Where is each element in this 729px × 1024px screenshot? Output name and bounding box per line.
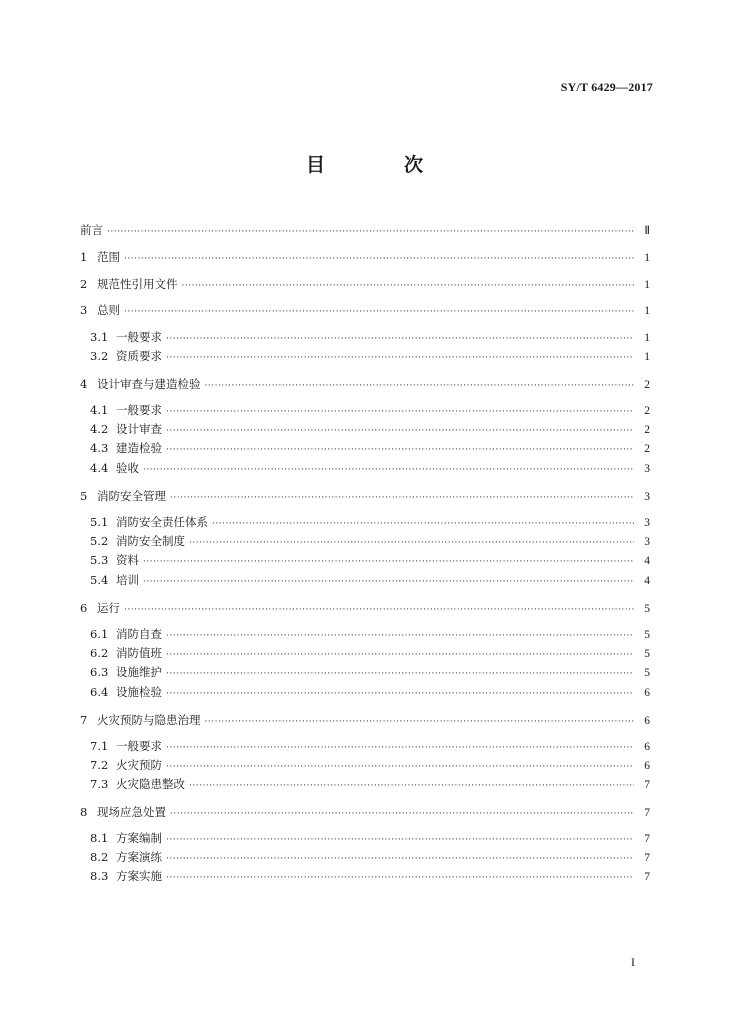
toc-entry-number: 8.3 xyxy=(90,869,109,883)
toc-entry-number: 5 xyxy=(80,489,88,503)
dot-leader xyxy=(166,684,634,704)
dot-leader xyxy=(205,376,635,396)
toc-entry-number: 4 xyxy=(80,377,88,391)
toc-entry-page: 3 xyxy=(644,517,650,529)
toc-title: 目 次 xyxy=(305,154,453,176)
toc-entry[interactable] xyxy=(80,374,650,394)
dot-leader xyxy=(124,302,634,322)
toc-entry-page: 7 xyxy=(644,779,650,791)
toc-entry-label: 一般要求 xyxy=(116,330,162,344)
dot-leader xyxy=(205,712,635,732)
toc-entry[interactable] xyxy=(80,802,650,822)
toc-entry-page: 7 xyxy=(644,852,650,864)
toc-entry-page: 3 xyxy=(644,463,650,475)
toc-entry[interactable] xyxy=(90,438,650,458)
toc-entry-label: 验收 xyxy=(116,461,139,475)
toc-entry-label: 资料 xyxy=(116,553,139,567)
toc-entry[interactable] xyxy=(90,828,650,848)
toc-entry[interactable] xyxy=(90,736,650,756)
toc-entry-number: 6 xyxy=(80,601,88,615)
toc-entry-label: 现场应急处置 xyxy=(97,805,166,819)
toc-entry-page: 5 xyxy=(644,667,650,679)
dot-leader xyxy=(143,460,634,480)
toc-entry-page: 1 xyxy=(644,305,650,317)
toc-entry-number: 5.2 xyxy=(90,534,109,548)
toc-entry-number: 2 xyxy=(80,277,88,291)
toc-entry-label: 一般要求 xyxy=(116,403,162,417)
toc-entry[interactable] xyxy=(90,531,650,551)
toc-entry[interactable] xyxy=(90,458,650,478)
toc-entry[interactable] xyxy=(90,866,650,886)
toc-entry[interactable] xyxy=(90,346,650,366)
toc-entry-label: 设施检验 xyxy=(116,685,162,699)
toc-entry[interactable] xyxy=(90,774,650,794)
dot-leader xyxy=(166,440,634,460)
toc-entry-number: 6.1 xyxy=(90,627,109,641)
toc-entry-label: 建造检验 xyxy=(116,441,162,455)
standard-code: SY/T 6429—2017 xyxy=(560,80,653,94)
toc-entry-number: 3.2 xyxy=(90,349,109,363)
toc-entry-label: 方案实施 xyxy=(116,869,162,883)
toc-entry[interactable] xyxy=(80,300,650,320)
dot-leader xyxy=(124,600,634,620)
toc-entry-page: 2 xyxy=(644,443,650,455)
dot-leader xyxy=(143,552,634,572)
toc-entry-label: 总则 xyxy=(97,303,120,317)
toc-entry-number: 6.3 xyxy=(90,665,109,679)
dot-leader xyxy=(182,276,635,296)
dot-leader xyxy=(143,572,634,592)
toc-entry-number: 4.3 xyxy=(90,441,109,455)
toc-entry-number: 3 xyxy=(80,303,88,317)
toc-entry-label: 范围 xyxy=(97,250,120,264)
toc-entry[interactable] xyxy=(90,847,650,867)
toc-entry-label: 设施维护 xyxy=(116,665,162,679)
toc-entry-page: 5 xyxy=(644,603,650,615)
toc-entry-number: 4.4 xyxy=(90,461,109,475)
toc-entry-label: 培训 xyxy=(116,573,139,587)
toc-entry-page: 1 xyxy=(644,279,650,291)
toc-entry-page: 5 xyxy=(644,629,650,641)
toc-entry-label: 消防自查 xyxy=(116,627,162,641)
toc-entry-label: 资质要求 xyxy=(116,349,162,363)
toc-entry-number: 4.1 xyxy=(90,403,109,417)
toc-entry-number: 8 xyxy=(80,805,88,819)
toc-entry-page: 7 xyxy=(644,871,650,883)
toc-entry-number: 5.3 xyxy=(90,553,109,567)
toc-entry-number: 6.4 xyxy=(90,685,109,699)
toc-entry-number: 6.2 xyxy=(90,646,109,660)
toc-entry[interactable] xyxy=(90,570,650,590)
toc-entry-page: 1 xyxy=(644,252,650,264)
toc-entry-label: 火灾隐患整改 xyxy=(116,777,185,791)
toc-entry[interactable] xyxy=(90,624,650,644)
toc-entry-page: 4 xyxy=(644,555,650,567)
dot-leader xyxy=(170,804,634,824)
page-number: I xyxy=(631,955,635,969)
toc-entry-number: 8.2 xyxy=(90,850,109,864)
toc-entry-number: 7.3 xyxy=(90,777,109,791)
toc-entry-label: 设计审查与建造检验 xyxy=(97,377,201,391)
toc-entry-label: 火灾预防 xyxy=(116,758,162,772)
toc-entry-label: 前言 xyxy=(80,223,103,237)
toc-entry-label: 火灾预防与隐患治理 xyxy=(97,713,201,727)
toc-entry-page: 7 xyxy=(644,833,650,845)
toc-entry-label: 方案演练 xyxy=(116,850,162,864)
toc-entry-page: 2 xyxy=(644,424,650,436)
toc-entry-number: 8.1 xyxy=(90,831,109,845)
toc-entry-page: 3 xyxy=(644,536,650,548)
dot-leader xyxy=(166,868,634,888)
toc-entry[interactable] xyxy=(90,327,650,347)
toc-entry-label: 方案编制 xyxy=(116,831,162,845)
toc-entry[interactable] xyxy=(90,512,650,532)
toc-entry-number: 1 xyxy=(80,250,88,264)
toc-entry-label: 消防安全制度 xyxy=(116,534,185,548)
toc-entry[interactable] xyxy=(90,662,650,682)
toc-entry-page: 6 xyxy=(644,760,650,772)
dot-leader xyxy=(189,776,634,796)
toc-entry-label: 消防安全管理 xyxy=(97,489,166,503)
toc-entry[interactable] xyxy=(80,220,650,240)
toc-entry-label: 规范性引用文件 xyxy=(97,277,178,291)
toc-entry-page: 6 xyxy=(644,715,650,727)
toc-entry-page: 7 xyxy=(644,807,650,819)
toc-entry[interactable] xyxy=(80,274,650,294)
toc-entry-number: 5.1 xyxy=(90,515,109,529)
toc-entry-page: 3 xyxy=(644,491,650,503)
dot-leader xyxy=(170,488,634,508)
toc-entry-page: 1 xyxy=(644,332,650,344)
toc-entry[interactable] xyxy=(90,419,650,439)
toc-entry[interactable] xyxy=(80,247,650,267)
toc-entry-page: 4 xyxy=(644,575,650,587)
toc-entry-label: 运行 xyxy=(97,601,120,615)
dot-leader xyxy=(166,664,634,684)
toc-entry-number: 7.1 xyxy=(90,739,109,753)
toc-entry[interactable] xyxy=(90,550,650,570)
toc-entry[interactable] xyxy=(90,682,650,702)
toc-entry-page: 2 xyxy=(644,405,650,417)
toc-entry-number: 5.4 xyxy=(90,573,109,587)
toc-entry-number: 3.1 xyxy=(90,330,109,344)
toc-entry-page: 2 xyxy=(644,379,650,391)
toc-entry-page: Ⅱ xyxy=(644,225,650,237)
toc-entry-page: 5 xyxy=(644,648,650,660)
toc-entry-number: 7 xyxy=(80,713,88,727)
toc-entry[interactable] xyxy=(80,486,650,506)
toc-entry-page: 6 xyxy=(644,687,650,699)
toc-entry-number: 7.2 xyxy=(90,758,109,772)
dot-leader xyxy=(124,249,634,269)
toc-entry[interactable] xyxy=(90,643,650,663)
toc-entry[interactable] xyxy=(90,755,650,775)
toc-entry-page: 6 xyxy=(644,741,650,753)
dot-leader xyxy=(166,348,634,368)
dot-leader xyxy=(107,222,634,242)
toc-entry[interactable] xyxy=(80,598,650,618)
toc-entry-label: 一般要求 xyxy=(116,739,162,753)
toc-entry[interactable] xyxy=(80,710,650,730)
toc-entry[interactable] xyxy=(90,400,650,420)
toc-entry-label: 设计审查 xyxy=(116,422,162,436)
toc-entry-page: 1 xyxy=(644,351,650,363)
toc-entry-number: 4.2 xyxy=(90,422,109,436)
toc-entry-label: 消防值班 xyxy=(116,646,162,660)
toc-entry-label: 消防安全责任体系 xyxy=(116,515,208,529)
